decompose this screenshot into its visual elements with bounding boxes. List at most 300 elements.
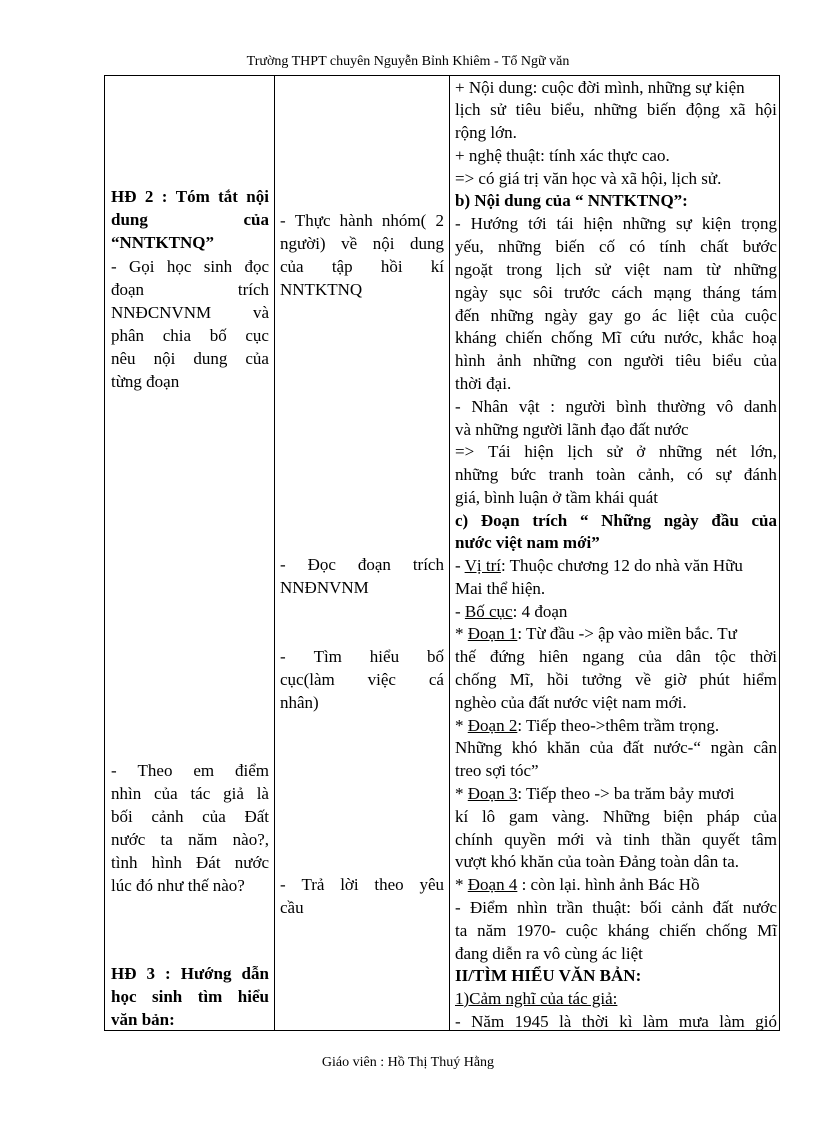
word: bố	[209, 326, 227, 345]
word: tập	[331, 257, 353, 276]
word: Đoạn	[480, 511, 520, 530]
word: ác	[651, 306, 667, 325]
position: - Vị trí: Thuộc chương 12 do nhà văn Hữu	[455, 556, 743, 575]
question-line: lúc đó như thế nào?	[111, 876, 245, 895]
word: :	[161, 187, 168, 206]
word: Mĩ,	[509, 670, 534, 689]
hd3-title: văn bản:	[111, 1010, 175, 1029]
word: nước	[742, 898, 777, 917]
part2-line	[455, 736, 777, 759]
recreate-line	[455, 440, 777, 463]
word: Trả	[301, 875, 325, 894]
section-2-title: II/TÌM HIỂU VĂN BẢN:	[455, 966, 642, 985]
content-b-line	[455, 326, 777, 349]
word: nước	[234, 853, 269, 872]
layout-label: Bố cục	[464, 602, 513, 621]
word: chính	[455, 830, 493, 849]
word: của	[751, 511, 777, 530]
word: nào?,	[232, 830, 269, 849]
word: biện	[663, 807, 693, 826]
word: quyết	[702, 830, 740, 849]
group-task-line: NNTKTNQ	[280, 280, 363, 299]
word: những	[532, 351, 577, 370]
word: việc	[367, 670, 396, 689]
part3-line: vượt khó khăn của toàn Đảng toàn dân ta.	[455, 852, 739, 871]
word: -	[455, 898, 461, 917]
content-b-line	[455, 349, 777, 372]
viewpoint-line: đang diễn ra vô cùng ác liệt	[455, 944, 643, 963]
word: 1970-	[516, 921, 556, 940]
word: những	[490, 306, 534, 325]
word: lịch	[567, 442, 593, 461]
lesson-table	[104, 75, 780, 1031]
word: ta	[160, 830, 173, 849]
word: dung	[193, 349, 228, 368]
word: nội	[372, 234, 395, 253]
word: nội	[153, 349, 176, 368]
word: thời	[581, 1012, 609, 1031]
word: nhìn	[517, 898, 548, 917]
word: cân	[753, 738, 777, 757]
word: nước,	[664, 328, 703, 347]
word: hiểu	[237, 987, 269, 1006]
art-line: + nghệ thuật: tính xác thực cao.	[455, 146, 670, 165]
word: lớn,	[750, 442, 777, 461]
question-line	[111, 851, 269, 874]
part2-line: treo sợi tóc”	[455, 761, 539, 780]
word: nội	[246, 187, 269, 206]
word: tắt	[218, 187, 238, 206]
word: bối	[640, 898, 662, 917]
word: gam	[508, 807, 539, 826]
task-line	[111, 278, 269, 301]
word: tái	[556, 214, 574, 233]
word: Theo	[137, 761, 173, 780]
word: “	[579, 511, 589, 530]
part3-line	[455, 828, 777, 851]
word: ngày	[544, 306, 578, 325]
word: lời	[340, 875, 359, 894]
word: thường	[657, 397, 706, 416]
word: bước	[742, 237, 777, 256]
word: Mĩ	[601, 328, 622, 347]
word: xã	[729, 100, 746, 119]
word: ngoặt	[455, 260, 493, 279]
part3-label: Đoạn 3	[467, 784, 518, 803]
word: của	[245, 349, 269, 368]
word: 2	[144, 187, 154, 206]
word: hiện	[524, 442, 554, 461]
word: -	[111, 761, 117, 780]
word: làm	[642, 1012, 669, 1031]
word: nước	[111, 830, 146, 849]
word: tộc	[714, 647, 736, 666]
word: sử	[594, 260, 611, 279]
word: hành	[339, 211, 373, 230]
content-line	[455, 98, 777, 121]
word: tám	[751, 283, 777, 302]
word: năm	[477, 921, 507, 940]
word: danh	[743, 397, 777, 416]
word: khắc	[711, 328, 744, 347]
word: kháng	[607, 921, 650, 940]
question-line	[111, 782, 269, 805]
layout-task-line: nhân)	[280, 693, 319, 712]
word: người	[565, 397, 606, 416]
word: kí	[430, 257, 444, 276]
word: hoạ	[752, 328, 777, 347]
word: tưởng	[581, 670, 622, 689]
word: cảnh	[151, 807, 184, 826]
word: những	[498, 237, 542, 256]
word: đọc	[244, 257, 269, 276]
word: sử	[606, 442, 623, 461]
content-b-line	[455, 212, 777, 235]
hd3-title	[111, 962, 269, 985]
word: c)	[455, 511, 469, 530]
column-divider	[274, 76, 275, 1030]
word: khăn	[546, 738, 580, 757]
word: của	[243, 210, 269, 229]
word: hiên	[539, 647, 569, 666]
character-line	[455, 395, 777, 418]
word: liệt	[677, 306, 700, 325]
word: vật	[518, 397, 540, 416]
content-b-line	[455, 235, 777, 258]
answer-line	[280, 873, 444, 896]
word: bối	[111, 807, 133, 826]
word: tác	[190, 784, 211, 803]
group-task-line	[280, 209, 444, 232]
word: của	[753, 807, 777, 826]
word: kí	[455, 807, 469, 826]
word: những	[594, 100, 638, 119]
word: chia	[162, 326, 192, 345]
word: -	[280, 211, 286, 230]
hd3-title	[111, 985, 269, 1008]
word: của	[589, 738, 614, 757]
word: cục(làm	[280, 670, 335, 689]
word: của	[753, 351, 777, 370]
word: học	[111, 987, 137, 1006]
word: người	[623, 351, 664, 370]
word: và	[595, 830, 612, 849]
word: 2	[435, 211, 444, 230]
word: yếu,	[455, 237, 484, 256]
word: của	[202, 807, 226, 826]
word: nam	[663, 260, 693, 279]
content-b-line	[455, 281, 777, 304]
word: -	[111, 257, 117, 276]
word: Điểm	[469, 898, 508, 917]
word: ở	[636, 442, 646, 461]
word: ngày	[663, 511, 699, 530]
task-line: từng đoạn	[111, 372, 180, 391]
part1: * Đoạn 1: Từ đầu -> ập vào miền bắc. Tư	[455, 624, 737, 643]
word: bức	[510, 465, 537, 484]
content-line: rộng lớn.	[455, 123, 517, 142]
position-text: : Thuộc chương 12 do nhà văn Hữu	[500, 556, 743, 575]
part4: * Đoạn 4 : còn lại. hình ảnh Bác Hồ	[455, 875, 700, 894]
group-task-line	[280, 232, 444, 255]
word: đất	[712, 898, 734, 917]
word: dung	[111, 210, 148, 229]
word: biểu,	[550, 100, 585, 119]
word: Nhân	[471, 397, 509, 416]
word: con	[587, 351, 613, 370]
part1-line	[455, 668, 777, 691]
word: hiện	[583, 214, 613, 233]
word: tinh	[623, 830, 650, 849]
word: Gọi	[129, 257, 155, 276]
word: mạng	[653, 283, 692, 302]
word: nhóm(	[381, 211, 427, 230]
content-b-line: thời đại.	[455, 374, 512, 393]
word: biểu	[712, 351, 742, 370]
word: Tóm	[175, 187, 210, 206]
part3-text: : Tiếp theo -> ba trăm bảy mươi	[517, 784, 735, 803]
word: Đát	[196, 853, 221, 872]
word: chiến	[659, 921, 696, 940]
word: pháp	[706, 807, 740, 826]
word: chiến	[505, 328, 543, 347]
word: ảnh	[496, 351, 522, 370]
word: sử	[490, 100, 506, 119]
page-footer: Giáo viên : Hồ Thị Thuý Hằng	[321, 1055, 495, 1070]
word: tranh	[548, 465, 584, 484]
task-line	[111, 301, 269, 324]
word: thuật:	[592, 898, 631, 917]
question-line	[111, 828, 269, 851]
part1-text: : Từ đầu -> ập vào miền bắc. Tư	[517, 624, 737, 643]
word: -	[455, 214, 461, 233]
word: :	[550, 397, 555, 416]
word: nước-“	[653, 738, 701, 757]
task-line	[111, 324, 269, 347]
word: nhìn	[111, 784, 142, 803]
word: Thực	[294, 211, 331, 230]
position-line: Mai thể hiện.	[455, 579, 546, 598]
word: thần	[661, 830, 691, 849]
word: phân	[111, 326, 145, 345]
word: trích	[532, 511, 568, 530]
word: những	[455, 465, 499, 484]
word: Tìm	[313, 647, 342, 666]
word: chống	[551, 328, 593, 347]
word: thế	[455, 647, 476, 666]
word: cảnh,	[637, 465, 675, 484]
word: tiêu	[675, 351, 701, 370]
section-b-title: b) Nội dung của “ NNTKTNQ”:	[455, 191, 688, 210]
part1-line: nghèo của đất nước việt nam mới.	[455, 693, 687, 712]
word: yêu	[419, 875, 444, 894]
word: là	[256, 784, 269, 803]
word: hiểm	[742, 670, 777, 689]
word: -	[280, 875, 286, 894]
word: em	[193, 761, 215, 780]
word: đến	[455, 306, 480, 325]
word: Đất	[244, 807, 269, 826]
content-line: + Nội dung: cuộc đời mình, những sự kiện	[455, 78, 745, 97]
word: cuộc	[744, 306, 777, 325]
word: theo	[374, 875, 404, 894]
word: tới	[528, 214, 547, 233]
word: Đọc	[307, 555, 336, 574]
part2-label: Đoạn 2	[467, 716, 518, 735]
hd2-title: “NNTKTNQ”	[111, 233, 214, 252]
word: 1945	[514, 1012, 549, 1031]
word: Tái	[487, 442, 511, 461]
word: -	[280, 647, 286, 666]
word: của	[710, 306, 734, 325]
position-label: Vị trí	[464, 556, 501, 575]
hd2-title	[111, 208, 269, 231]
word: đứng	[490, 647, 525, 666]
task-line	[111, 347, 269, 370]
word: đoạn	[111, 280, 145, 299]
word: sinh	[203, 257, 233, 276]
word: có	[629, 237, 646, 256]
word: quyền	[504, 830, 546, 849]
word: 3	[146, 964, 156, 983]
word: Mĩ	[757, 921, 777, 940]
word: -	[280, 555, 286, 574]
last-line	[455, 1010, 777, 1033]
word: Những	[602, 807, 650, 826]
word: gió	[755, 1012, 777, 1031]
word: tìm	[197, 987, 223, 1006]
word: go	[623, 306, 641, 325]
word: đánh	[743, 465, 777, 484]
layout-text: : 4 đoạn	[512, 602, 568, 621]
word: mưa	[678, 1012, 709, 1031]
word: đoạn	[357, 555, 391, 574]
word: có	[686, 465, 703, 484]
word: về	[341, 234, 358, 253]
character-line: và những người lãnh đạo đất nước	[455, 420, 689, 439]
word: năm	[188, 830, 218, 849]
part4-text: : còn lại. hình ảnh Bác Hồ	[517, 875, 700, 894]
word: việt	[624, 260, 650, 279]
part3-line	[455, 805, 777, 828]
word: tình	[111, 853, 138, 872]
word: cố	[598, 237, 615, 256]
part4-label: Đoạn 4	[467, 875, 518, 894]
word: dung	[409, 234, 444, 253]
viewpoint-line	[455, 919, 777, 942]
word: của	[154, 784, 178, 803]
word: hình	[455, 351, 486, 370]
word: tính	[659, 237, 686, 256]
word: cục	[245, 326, 269, 345]
part2-text: : Tiếp theo->thêm trầm trọng.	[517, 716, 720, 735]
word: NNĐCNVNM	[111, 303, 212, 322]
word: Những	[455, 738, 502, 757]
word: cứu	[630, 328, 656, 347]
word: hiểu	[369, 647, 400, 666]
word: giờ	[664, 670, 687, 689]
word: của	[638, 647, 662, 666]
word: HĐ	[111, 187, 137, 206]
word: ta	[455, 921, 468, 940]
word: cá	[428, 670, 444, 689]
word: người)	[280, 234, 326, 253]
word: chống	[705, 921, 748, 940]
word: trong	[506, 260, 543, 279]
value-line: => có giá trị văn học và xã hội, lịch sử.	[455, 169, 722, 188]
word: cuộc	[565, 921, 598, 940]
word: về	[634, 670, 651, 689]
word: những	[733, 260, 777, 279]
word: chống	[455, 670, 497, 689]
word: hình	[151, 853, 182, 872]
answer-line: cầu	[280, 898, 304, 917]
word: ngàn	[710, 738, 744, 757]
task-line	[111, 255, 269, 278]
layout-task-line	[280, 645, 444, 668]
word: Những	[601, 511, 652, 530]
word: từ	[706, 260, 721, 279]
word: là	[559, 1012, 572, 1031]
word: trần	[556, 898, 583, 917]
column-divider	[449, 76, 450, 1030]
word: nét	[715, 442, 737, 461]
question-line	[111, 805, 269, 828]
word: ngang	[582, 647, 625, 666]
group-task-line	[280, 255, 444, 278]
section-c-title: nước việt nam mới”	[455, 533, 600, 552]
word: hồi	[546, 670, 569, 689]
question-line	[111, 759, 269, 782]
word: thời	[750, 647, 777, 666]
word: sôi	[533, 283, 553, 302]
word: chất	[700, 237, 729, 256]
word: trọng	[741, 214, 777, 233]
content-b-line	[455, 258, 777, 281]
hd2-title	[111, 185, 269, 208]
word: lịch	[555, 260, 582, 279]
word: vàng.	[551, 807, 590, 826]
word: động	[685, 100, 720, 119]
word: của	[280, 257, 304, 276]
read-task-line: NNĐNVNM	[280, 578, 369, 597]
word: tâm	[751, 830, 777, 849]
word: tiêu	[515, 100, 542, 119]
word: làm	[719, 1012, 745, 1031]
part2: * Đoạn 2: Tiếp theo->thêm trầm trọng.	[455, 716, 720, 735]
word: và	[252, 303, 269, 322]
part1-line	[455, 645, 777, 668]
word: toàn	[596, 465, 626, 484]
read-task-line	[280, 553, 444, 576]
word: hội	[755, 100, 777, 119]
word: trích	[412, 555, 444, 574]
word: sự	[715, 465, 732, 484]
word: mới	[557, 830, 585, 849]
word: tháng	[702, 283, 741, 302]
word: biến	[646, 100, 677, 119]
word: trước	[564, 283, 601, 302]
word: nêu	[111, 349, 136, 368]
word: đất	[622, 738, 644, 757]
word: những	[658, 442, 703, 461]
word: vô	[716, 397, 734, 416]
word: -	[455, 397, 461, 416]
word: những	[622, 214, 667, 233]
word: lịch	[455, 100, 481, 119]
word: sự	[676, 214, 692, 233]
word: phút	[699, 670, 730, 689]
